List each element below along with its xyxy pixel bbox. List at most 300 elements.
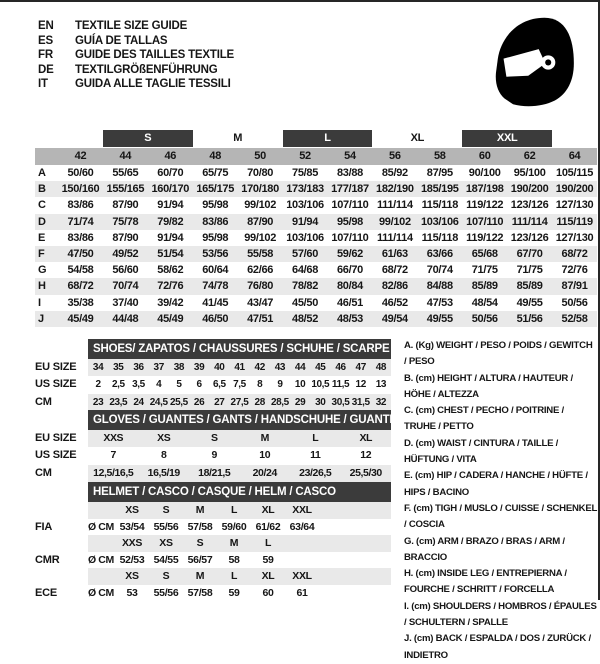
row-values: [88, 447, 391, 464]
table-cell: 26: [193, 396, 205, 408]
table-cell: XS: [125, 570, 139, 582]
table-cell: 10: [259, 449, 271, 462]
size-column-header: 48: [209, 150, 222, 162]
table-cell: 27: [214, 396, 225, 408]
table-cell: 105/115: [556, 167, 594, 179]
table-cell: 67/70: [516, 247, 543, 260]
table-cell: 61/62: [255, 520, 281, 533]
table-cell: M: [260, 432, 269, 444]
table-cell: 46: [335, 362, 346, 373]
table-cell: 6: [196, 379, 202, 391]
row-label: [35, 502, 88, 519]
table-cell: 43: [274, 362, 286, 373]
diameter-unit-label: Ø CM: [88, 520, 114, 533]
table-cell: 48/54: [471, 296, 498, 309]
row-letter: I: [38, 296, 41, 309]
row-label: EU SIZE: [35, 432, 77, 444]
language-row: [38, 77, 234, 92]
spacer: [35, 148, 58, 165]
table-cell: 190/200: [555, 183, 594, 196]
table-cell: 51/56: [516, 312, 543, 325]
table-row: [35, 359, 391, 376]
table-cell: 46/50: [202, 312, 229, 325]
table-cell: S: [162, 570, 170, 582]
size-column-header: 50: [254, 150, 266, 162]
row-letter: A: [38, 167, 46, 179]
table-cell: 10: [294, 379, 306, 391]
table-cell: 83/86: [202, 215, 229, 228]
row-letter: C: [38, 199, 46, 212]
table-cell: 53/54: [119, 520, 145, 533]
table-cell: 35/38: [67, 296, 94, 309]
table-cell: 6,5: [212, 379, 226, 391]
size-column-header: 54: [344, 150, 356, 162]
table-cell: 111/114: [376, 231, 413, 244]
table-cell: XXL: [292, 570, 312, 582]
table-cell: 55/56: [153, 586, 179, 599]
table-cell: 190/200: [510, 183, 549, 196]
gloves-table: [35, 410, 391, 482]
table-cell: 45: [315, 362, 326, 373]
table-cell: 68/72: [381, 264, 408, 277]
table-cell: XS: [159, 537, 173, 549]
measurement-legend: [404, 338, 597, 664]
shoes-table: [35, 339, 391, 411]
table-cell: 83/86: [67, 199, 94, 212]
table-cell: 45/49: [157, 312, 184, 325]
table-cell: 7: [110, 449, 116, 462]
table-cell: 83/86: [67, 231, 94, 244]
table-cell: 123/126: [510, 199, 549, 212]
diameter-unit-label: [88, 502, 115, 519]
table-cell: 46/52: [381, 296, 408, 309]
table-cell: L: [230, 504, 238, 516]
size-column-header: 58: [433, 150, 446, 162]
table-cell: 99/102: [244, 199, 277, 212]
table-cell: 66/70: [336, 264, 363, 277]
table-cell: 36: [133, 362, 144, 373]
row-values: [88, 568, 391, 585]
table-cell: 35: [113, 362, 124, 373]
table-cell: 80/84: [336, 280, 363, 293]
language-title: TEXTILE SIZE GUIDE: [75, 20, 188, 32]
table-cell: 99/102: [244, 231, 277, 244]
helmet-table: [35, 482, 391, 601]
size-column-header: 60: [478, 150, 491, 162]
language-code: IT: [38, 78, 48, 91]
table-cell: 170/180: [241, 183, 279, 196]
table-cell: M: [195, 570, 205, 582]
table-cell: 103/106: [420, 215, 459, 228]
table-cell: XS: [157, 432, 171, 444]
table-cell: XL: [359, 432, 373, 444]
table-cell: 24,5: [149, 396, 168, 408]
table-row: [35, 519, 391, 536]
table-cell: 10,5: [311, 379, 330, 391]
table-cell: 57/58: [187, 586, 213, 599]
table-cell: 58/62: [157, 264, 184, 277]
language-title: TEXTILGRÖßENFÜHRUNG: [75, 63, 218, 76]
table-cell: 68/72: [561, 247, 588, 260]
table-row: [35, 197, 597, 213]
table-cell: M: [195, 504, 205, 516]
spacer: [35, 130, 58, 147]
table-cell: 16,5/19: [147, 466, 180, 479]
legend-item: F. (cm) TIGH / MUSLO / CUISSE / SCHENKEL / COSCIA: [404, 502, 597, 531]
language-title: GUÍA DE TALLAS: [75, 34, 168, 47]
table-cell: M: [229, 537, 239, 549]
shoes-table-body: [35, 359, 391, 411]
table-cell: 59/62: [336, 247, 363, 260]
table-cell: L: [230, 570, 238, 582]
table-row: [35, 230, 597, 246]
table-cell: 71/75: [516, 264, 543, 277]
table-cell: 23/26,5: [299, 466, 332, 479]
table-cell: 59: [228, 586, 240, 599]
table-cell: 87/90: [112, 199, 139, 212]
table-row: [35, 181, 597, 197]
table-cell: 91/94: [157, 231, 184, 244]
table-cell: 99/102: [378, 215, 411, 228]
table-cell: 9: [211, 449, 217, 462]
table-row: [35, 585, 391, 602]
table-cell: 115/119: [556, 215, 593, 228]
table-cell: 75/85: [292, 167, 319, 179]
table-cell: 71/75: [471, 264, 498, 277]
size-number-row: [35, 148, 597, 165]
table-cell: 70/74: [426, 264, 453, 277]
table-cell: 82/86: [381, 280, 408, 293]
table-cell: 65/75: [202, 167, 229, 179]
table-cell: 63/66: [426, 247, 453, 260]
table-cell: S: [196, 537, 204, 549]
row-label: ECE: [35, 586, 58, 599]
table-cell: 127/130: [555, 199, 594, 212]
table-cell: 115/118: [421, 199, 459, 212]
size-column-header: 64: [568, 150, 581, 162]
table-cell: 61/63: [381, 247, 408, 260]
row-values: [88, 502, 391, 519]
diameter-unit-label: [88, 535, 115, 552]
table-cell: S: [210, 432, 218, 444]
textile-size-table-body: [35, 165, 597, 327]
table-cell: 32: [375, 396, 387, 408]
table-cell: 7,5: [233, 379, 246, 391]
table-cell: 107/110: [331, 231, 369, 244]
diameter-unit-label: Ø CM: [88, 586, 114, 599]
size-column-header: 42: [74, 150, 87, 162]
table-cell: 49/54: [381, 312, 408, 325]
table-cell: 2: [95, 379, 101, 391]
size-column-header: 52: [299, 150, 311, 162]
size-group-label: L: [283, 130, 373, 147]
table-cell: 31,5: [351, 396, 370, 408]
gloves-table-body: [35, 430, 391, 482]
table-cell: XXS: [103, 432, 124, 444]
table-cell: 20/24: [252, 466, 277, 479]
table-cell: 72/76: [157, 280, 184, 293]
table-cell: 5: [176, 379, 182, 391]
language-code: ES: [38, 34, 53, 47]
table-row: [35, 295, 597, 311]
helmet-table-body: [35, 502, 391, 601]
row-letter: G: [38, 264, 47, 277]
table-cell: XL: [261, 570, 275, 582]
size-group-row: [35, 130, 597, 147]
table-cell: 119/122: [466, 199, 504, 212]
row-values: [88, 465, 391, 482]
spacer: [552, 130, 597, 147]
table-cell: 25,5/30: [349, 466, 382, 479]
table-cell: 70/80: [247, 167, 274, 179]
table-cell: 59/60: [221, 520, 247, 533]
table-row: [35, 165, 597, 181]
size-column-header: 44: [119, 150, 132, 162]
table-cell: 72/76: [561, 264, 588, 277]
table-cell: 65/68: [471, 247, 498, 260]
language-row: [38, 48, 234, 63]
table-cell: 13: [375, 379, 387, 391]
table-cell: 28,5: [270, 396, 289, 408]
table-cell: 75/78: [112, 215, 139, 228]
table-cell: 87/91: [561, 280, 588, 293]
size-column-header: 62: [523, 150, 536, 162]
table-row: [35, 311, 597, 327]
table-cell: S: [162, 504, 170, 516]
table-cell: 60/70: [157, 167, 184, 179]
table-row: [35, 278, 597, 294]
table-cell: 74/78: [202, 280, 229, 293]
table-cell: 76/80: [247, 280, 274, 293]
language-row: [38, 19, 234, 34]
table-cell: 56/60: [112, 264, 139, 277]
table-cell: 155/165: [106, 183, 145, 196]
table-cell: 62/66: [247, 264, 274, 277]
legend-item: A. (Kg) WEIGHT / PESO / POIDS / GEWITCH / PESO: [404, 340, 593, 368]
table-cell: XXL: [292, 504, 312, 516]
table-cell: 39/42: [157, 296, 184, 309]
table-cell: 41/45: [202, 296, 229, 309]
table-cell: XXS: [121, 537, 143, 549]
table-cell: 78/82: [292, 280, 319, 293]
table-cell: 91/94: [157, 199, 184, 212]
table-cell: 85/89: [516, 280, 543, 293]
table-cell: 119/122: [466, 231, 504, 244]
table-row: [35, 430, 391, 447]
table-cell: 103/106: [286, 231, 324, 244]
table-cell: 49/52: [112, 247, 139, 260]
table-cell: 61: [296, 586, 308, 599]
table-row: [35, 262, 597, 278]
table-cell: 57/58: [187, 520, 213, 533]
row-label: CMR: [35, 553, 60, 566]
table-cell: 53/56: [202, 247, 229, 260]
table-cell: XS: [125, 504, 139, 516]
table-cell: 23,5: [109, 396, 128, 408]
table-cell: 150/160: [61, 183, 100, 196]
table-cell: 44/48: [112, 312, 139, 325]
gloves-table-title: GLOVES / GUANTES / GANTS / HANDSCHUHE / GUANTI: [88, 410, 391, 430]
size-group-label: XXL: [462, 130, 552, 147]
table-cell: 47/53: [426, 296, 453, 309]
table-cell: 49/55: [516, 296, 543, 309]
row-letter: D: [38, 215, 46, 228]
table-cell: 47/50: [67, 247, 94, 260]
table-cell: 11,5: [331, 379, 350, 391]
table-row: [35, 568, 391, 585]
language-row: [38, 63, 234, 78]
table-cell: 41: [234, 362, 245, 373]
row-values: [88, 519, 391, 536]
legend-item: D. (cm) WAIST / CINTURA / TAILLE / HÜFTUNG / VITA: [404, 437, 559, 466]
row-values: [88, 585, 391, 602]
row-values: [88, 552, 391, 569]
table-cell: 42: [254, 362, 265, 373]
table-cell: 52/58: [561, 312, 588, 325]
table-cell: 123/126: [510, 231, 549, 244]
row-values: [88, 535, 391, 552]
language-code: FR: [38, 49, 53, 62]
table-cell: 71/74: [67, 215, 94, 228]
table-cell: 23: [92, 396, 104, 408]
table-cell: 58: [228, 553, 240, 566]
table-cell: 9: [277, 379, 283, 391]
spacer: [58, 130, 103, 147]
table-cell: 87/95: [426, 167, 453, 179]
table-cell: 85/92: [381, 167, 408, 179]
table-cell: 56/57: [187, 553, 213, 566]
table-cell: 48/53: [336, 312, 363, 325]
shoes-table-title: SHOES/ ZAPATOS / CHAUSSURES / SCHUHE / SCARPE: [88, 339, 391, 359]
language-list: [38, 19, 234, 92]
table-cell: 39: [193, 362, 205, 373]
table-cell: 57/60: [292, 247, 319, 260]
language-title: GUIDA ALLE TAGLIE TESSILI: [75, 78, 231, 91]
table-cell: 95/100: [513, 167, 546, 179]
table-cell: 91/94: [292, 215, 319, 228]
table-cell: 25,5: [169, 396, 188, 408]
table-cell: 55/56: [153, 520, 179, 533]
table-cell: 87/90: [112, 231, 139, 244]
table-cell: 37/40: [112, 296, 139, 309]
table-cell: 29: [294, 396, 306, 408]
table-cell: 60: [262, 586, 274, 599]
table-cell: 107/110: [331, 199, 369, 212]
table-cell: 2,5: [111, 379, 125, 391]
table-cell: 95/98: [336, 215, 363, 228]
size-group-label: M: [233, 132, 243, 144]
table-cell: 111/114: [376, 199, 413, 212]
table-cell: 60/64: [202, 264, 229, 277]
legend-item: I. (cm) SHOULDERS / HOMBROS / ÉPAULES / SCHULTERN / SPALLE: [404, 600, 597, 629]
table-cell: 45/50: [292, 296, 319, 309]
table-cell: 30,5: [331, 396, 350, 408]
table-cell: 50/60: [67, 167, 94, 179]
table-cell: 55/58: [247, 247, 274, 260]
table-cell: 48/52: [292, 312, 319, 325]
table-row: [35, 465, 391, 482]
table-cell: 47: [355, 362, 366, 373]
table-cell: 54/58: [67, 264, 94, 277]
table-row: [35, 502, 391, 519]
row-label: FIA: [35, 520, 53, 533]
table-row: [35, 447, 391, 464]
table-cell: 51/54: [157, 247, 184, 260]
row-values: [88, 359, 391, 376]
size-column-header: 46: [164, 150, 177, 162]
language-title: GUIDE DES TAILLES TEXTILE: [75, 49, 234, 62]
table-row: [35, 552, 391, 569]
table-cell: 28: [254, 396, 265, 408]
table-cell: 59: [262, 553, 274, 566]
legend-item: E. (cm) HIP / CADERA / HANCHE / HÜFTE / HIPS / BACINO: [404, 470, 588, 498]
table-cell: 24: [133, 396, 144, 408]
row-label: CM: [35, 466, 52, 479]
table-cell: 46/51: [336, 296, 363, 309]
racing-helmet-icon: [483, 14, 583, 109]
table-cell: 90/100: [468, 167, 501, 179]
helmet-table-title: HELMET / CASCO / CASQUE / HELM / CASCO: [88, 482, 391, 502]
legend-item: G. (cm) ARM / BRAZO / BRAS / ARM / BRACCIO: [404, 535, 565, 563]
table-cell: 52/53: [119, 553, 145, 566]
table-cell: 165/175: [196, 183, 235, 196]
row-label: CM: [35, 395, 52, 408]
table-cell: 49/55: [426, 312, 453, 325]
table-cell: 8: [257, 379, 263, 391]
table-cell: 55/65: [112, 167, 139, 179]
row-label: [35, 568, 88, 585]
table-cell: 111/114: [511, 215, 548, 228]
table-cell: XL: [261, 504, 275, 516]
row-letter: B: [38, 183, 46, 196]
table-cell: 95/98: [202, 199, 229, 212]
table-cell: 4: [156, 379, 162, 391]
legend-item: C. (cm) CHEST / PECHO / POITRINE / TRUHE / PETTO: [404, 405, 564, 433]
row-label: US SIZE: [35, 449, 77, 462]
table-cell: 185/195: [420, 183, 459, 196]
table-cell: 187/198: [465, 183, 504, 196]
row-label: US SIZE: [35, 378, 77, 391]
table-cell: 37: [153, 362, 164, 373]
table-cell: 87/90: [247, 215, 274, 228]
language-code: DE: [38, 63, 54, 76]
table-cell: 44: [294, 362, 306, 373]
table-cell: 27,5: [230, 396, 249, 408]
table-cell: 18/21,5: [198, 466, 231, 479]
table-cell: 43/47: [247, 296, 274, 309]
table-cell: 53: [126, 586, 138, 599]
size-column-header: 56: [389, 150, 401, 162]
table-cell: 45/49: [67, 312, 94, 325]
table-cell: 68/72: [67, 280, 94, 293]
diameter-unit-label: [88, 568, 115, 585]
table-cell: 8: [161, 449, 167, 462]
table-cell: 177/187: [331, 183, 369, 196]
language-row: [38, 34, 234, 49]
table-cell: L: [264, 537, 272, 549]
table-cell: 63/64: [289, 520, 315, 533]
legend-item: H. (cm) INSIDE LEG / ENTREPIERNA / FOURCHE / SCHRITT / FORCELLA: [404, 568, 567, 596]
row-letter: F: [38, 247, 45, 260]
table-cell: 64/68: [292, 264, 319, 277]
table-cell: 182/190: [376, 183, 414, 196]
table-cell: 48: [375, 362, 387, 373]
table-cell: 50/56: [561, 296, 588, 309]
table-cell: 50/56: [471, 312, 498, 325]
table-row: [35, 214, 597, 230]
table-cell: 3,5: [132, 379, 145, 391]
table-row: [35, 535, 391, 552]
